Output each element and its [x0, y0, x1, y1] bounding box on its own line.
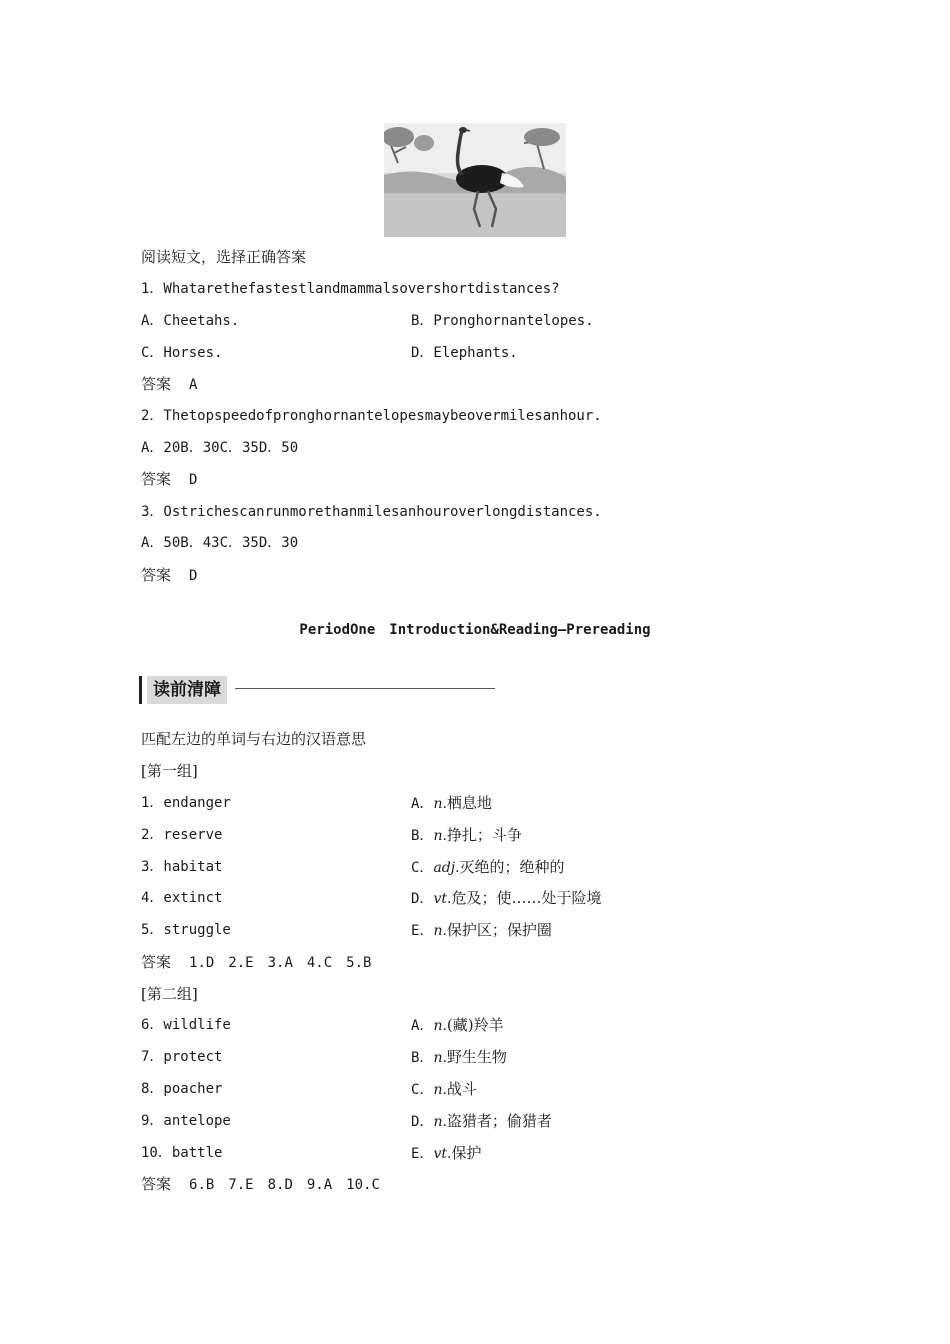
vocab-meaning: D．n.盗猎者；偷猎者: [411, 1112, 552, 1130]
vocab-meaning: E．n.保护区；保护圈: [411, 921, 552, 939]
answer-2: [141, 469, 197, 490]
vocab-meaning: B．n.野生生物: [411, 1048, 507, 1066]
option-c: C．Horses.: [141, 345, 223, 361]
vocab-row: [141, 1111, 552, 1131]
question-2-options: A．20B．30C．35D．50: [141, 440, 299, 456]
vocab-word: 3．habitat: [141, 859, 223, 875]
vocab-meaning: A．n.(藏)羚羊: [411, 1016, 504, 1034]
vocab-row: [141, 1143, 482, 1163]
vocab-word: 9．antelope: [141, 1113, 231, 1129]
answer-label: 答案: [141, 375, 172, 393]
option-a: A．Cheetahs.: [141, 313, 240, 329]
vocab-meaning: B．n.挣扎；斗争: [411, 826, 522, 844]
answer-label: 答案: [141, 1175, 172, 1193]
question-3-options: A．50B．43C．35D．30: [141, 535, 299, 551]
match-instruction: 匹配左边的单词与右边的汉语意思: [141, 730, 367, 748]
vocab-word: 1．endanger: [141, 795, 231, 811]
section-bar: [139, 676, 142, 704]
question-3: 3．Ostrichescanrunmorethanmilesanhouroverlongdistances.: [141, 504, 602, 520]
vocab-row: [141, 1015, 504, 1035]
answer-3: [141, 565, 197, 586]
section-rule: [235, 688, 495, 689]
answer-1: [141, 374, 197, 395]
vocab-row: [141, 920, 552, 940]
question-2: 2．Thetopspeedofpronghornantelopesmaybeovermilesanhour.: [141, 408, 602, 424]
answer-value: A: [189, 377, 198, 393]
vocab-row: [141, 1079, 477, 1099]
group-2-label: [第二组]: [141, 985, 198, 1003]
section-title: 读前清障: [147, 676, 227, 704]
answer-label: 答案: [141, 566, 172, 584]
reading-instruction: 阅读短文，选择正确答案: [141, 248, 307, 266]
vocab-word: 8．poacher: [141, 1081, 223, 1097]
answer-label: 答案: [141, 470, 172, 488]
answer-value: 6.B 7.E 8.D 9.A 10.C: [189, 1177, 380, 1193]
vocab-meaning: C．n.战斗: [411, 1080, 477, 1098]
vocab-meaning: A．n.栖息地: [411, 794, 492, 812]
vocab-row: [141, 888, 602, 908]
period-title: PeriodOne Introduction&Reading—Prereading: [299, 622, 651, 638]
vocab-meaning: D．vt.危及；使……处于险境: [411, 889, 602, 907]
vocab-word: 4．extinct: [141, 890, 223, 906]
group-1-label: [第一组]: [141, 762, 198, 780]
answer-value: D: [189, 568, 198, 584]
answer-value: D: [189, 472, 198, 488]
ostrich-photo: [384, 123, 566, 237]
question-1-options-row-2: [141, 343, 518, 363]
vocab-word: 5．struggle: [141, 922, 231, 938]
vocab-row: [141, 1047, 507, 1067]
vocab-meaning: C．adj.灭绝的；绝种的: [411, 858, 565, 876]
group-1-answer: [141, 952, 371, 973]
vocab-word: 7．protect: [141, 1049, 223, 1065]
vocab-row: [141, 857, 565, 877]
answer-value: 1.D 2.E 3.A 4.C 5.B: [189, 955, 372, 971]
vocab-word: 10．battle: [141, 1145, 223, 1161]
answer-label: 答案: [141, 953, 172, 971]
option-b: B．Pronghornantelopes.: [411, 313, 594, 329]
vocab-row: [141, 825, 522, 845]
vocab-row: [141, 793, 492, 813]
question-1-options-row-1: [141, 311, 594, 331]
vocab-word: 6．wildlife: [141, 1017, 231, 1033]
question-1: 1．Whatarethefastestlandmammalsovershortdistances?: [141, 281, 560, 297]
option-d: D．Elephants.: [411, 345, 518, 361]
vocab-word: 2．reserve: [141, 827, 223, 843]
group-2-answer: [141, 1174, 380, 1195]
vocab-meaning: E．vt.保护: [411, 1144, 482, 1162]
